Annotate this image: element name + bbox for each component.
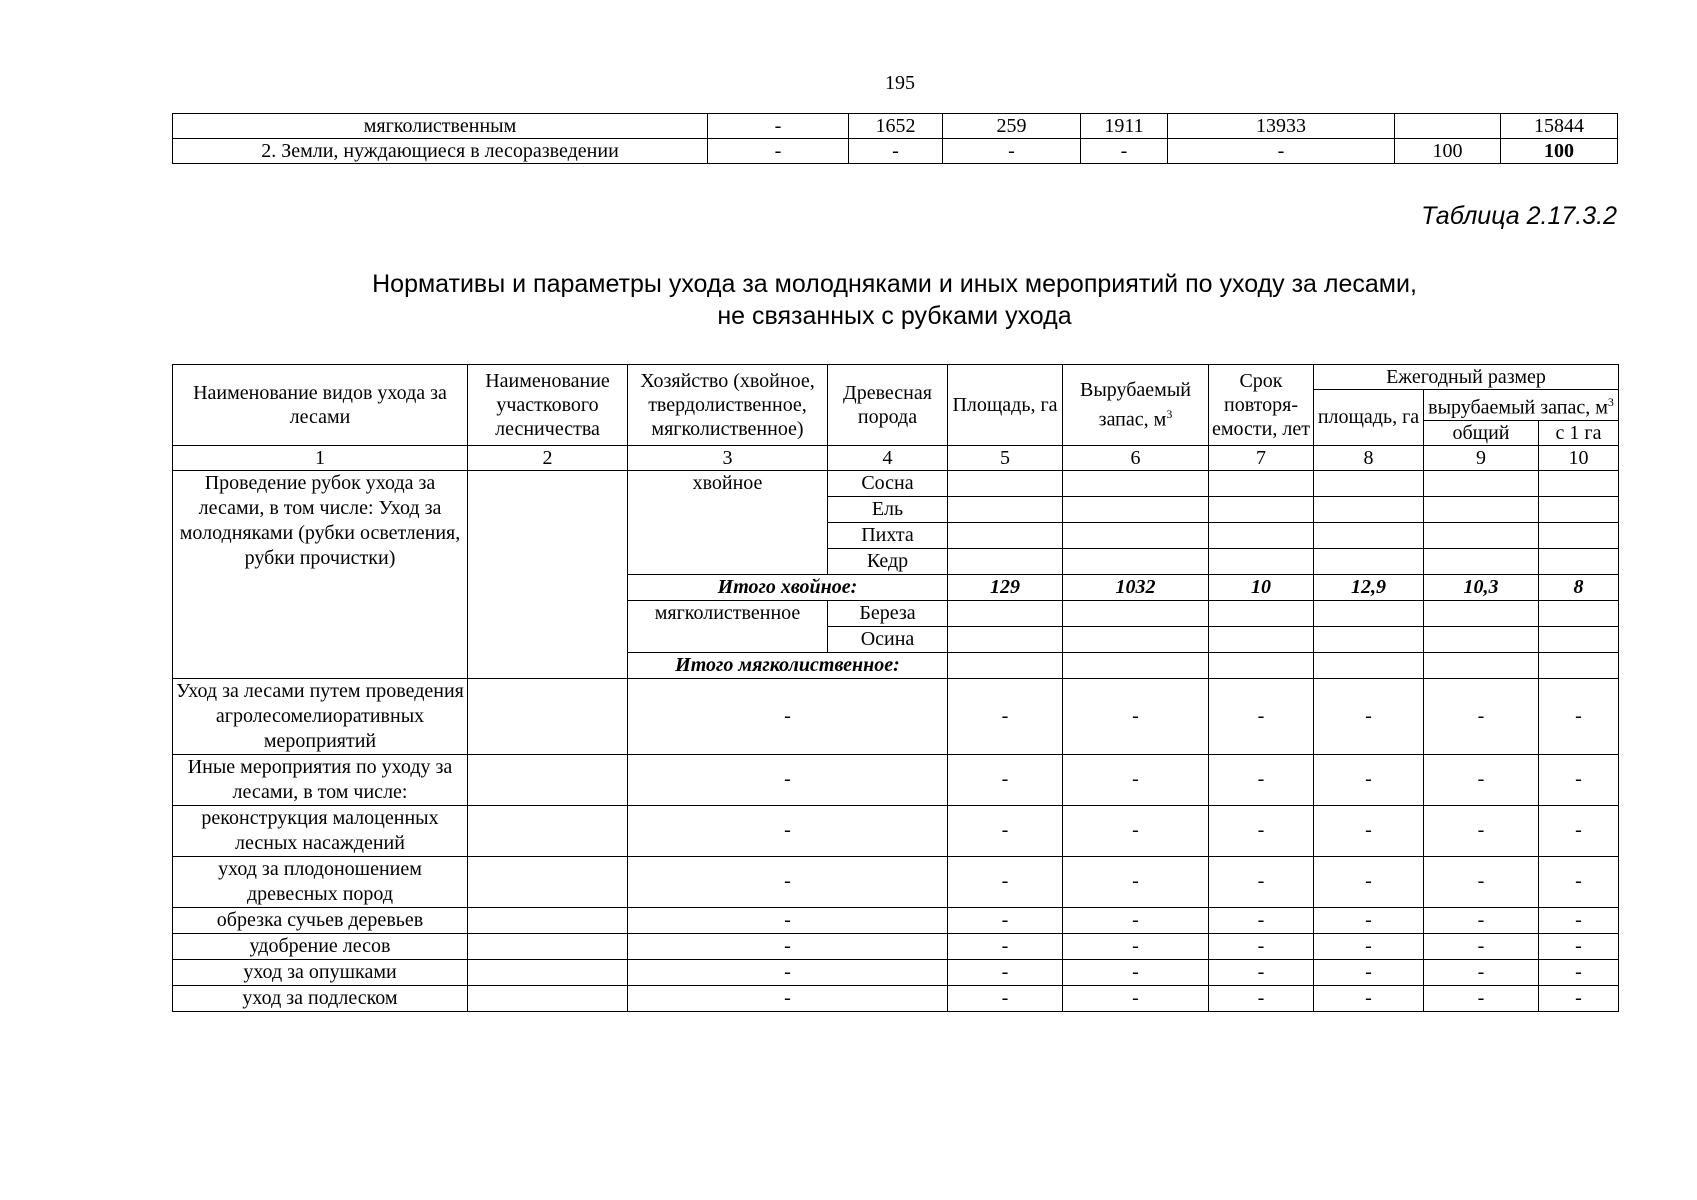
dash-cell: -: [1209, 985, 1314, 1011]
table-cell: [1539, 496, 1619, 522]
table-cell: -: [1168, 139, 1395, 164]
table-cell: [1209, 496, 1314, 522]
dash-cell: -: [1209, 856, 1314, 907]
table-cell: [1314, 600, 1424, 626]
table-row: [173, 959, 1619, 985]
title-line-1: Нормативы и параметры ухода за молодняками и иных мероприятий по уходу за лесами,: [372, 270, 1417, 298]
header-annual-area: площадь, га: [1314, 390, 1424, 446]
species-cell: Сосна: [828, 470, 948, 496]
table-cell: 100: [1395, 139, 1501, 164]
column-number: 8: [1314, 445, 1424, 470]
table-label: Таблица 2.17.3.2: [1421, 202, 1617, 230]
table-row: [173, 933, 1619, 959]
dash-cell: -: [1424, 754, 1539, 805]
species-cell: Береза: [828, 600, 948, 626]
table-cell: 13933: [1168, 114, 1395, 139]
species-cell: Осина: [828, 626, 948, 652]
dash-cell: -: [628, 907, 948, 933]
dash-cell: -: [628, 959, 948, 985]
dash-cell: -: [1063, 959, 1209, 985]
table-cell: [948, 652, 1063, 678]
header-annual-size: Ежегодный размер: [1314, 365, 1619, 390]
total-repeat-period: 10: [1209, 574, 1314, 600]
activity-name: обрезка сучьев деревьев: [173, 907, 468, 933]
table-cell: [1424, 626, 1539, 652]
header-area: Площадь, га: [948, 365, 1063, 446]
total-annual-area: 12,9: [1314, 574, 1424, 600]
header-forestry-unit: Наименование участкового лесничества: [468, 365, 628, 446]
table-cell: [1209, 522, 1314, 548]
table-cell: [1539, 626, 1619, 652]
table-cell: [1539, 522, 1619, 548]
header-activity-type: Наименование видов ухода за лесами: [173, 365, 468, 446]
table-cell: [1063, 652, 1209, 678]
table-cell: [948, 600, 1063, 626]
total-annual-volume: 10,3: [1424, 574, 1539, 600]
dash-cell: -: [1539, 985, 1619, 1011]
activity-name: уход за опушками: [173, 959, 468, 985]
dash-cell: -: [1424, 805, 1539, 856]
table-cell: [1063, 522, 1209, 548]
column-number: 7: [1209, 445, 1314, 470]
table-cell: -: [943, 139, 1081, 164]
table-cell: [948, 522, 1063, 548]
total-coniferous-label: Итого хвойное:: [628, 574, 948, 600]
column-number: 9: [1424, 445, 1539, 470]
table-cell: мягколиственным: [173, 114, 708, 139]
dash-cell: -: [1539, 856, 1619, 907]
dash-cell: -: [948, 856, 1063, 907]
header-cut-volume: Вырубаемый запас, $м^3$: [1063, 365, 1209, 446]
dash-cell: -: [1314, 754, 1424, 805]
table-cell: [1314, 496, 1424, 522]
dash-cell: -: [1314, 678, 1424, 754]
forestry-unit-cell: [468, 754, 628, 805]
table-cell: [1314, 548, 1424, 574]
column-number: 1: [173, 445, 468, 470]
dash-cell: -: [948, 678, 1063, 754]
dash-cell: -: [1063, 985, 1209, 1011]
dash-cell: -: [1314, 856, 1424, 907]
dash-cell: -: [948, 805, 1063, 856]
table-cell: [1539, 600, 1619, 626]
dash-cell: -: [1314, 907, 1424, 933]
table-cell: [948, 626, 1063, 652]
table-cell: [1314, 522, 1424, 548]
column-number-row: [173, 445, 1619, 470]
table-row: [173, 754, 1619, 805]
column-number: 5: [948, 445, 1063, 470]
activity-name: Уход за лесами путем проведения агролесомелиоративных мероприятий: [173, 678, 468, 754]
dash-cell: -: [1209, 678, 1314, 754]
table-cell: [1539, 548, 1619, 574]
table-cell: 259: [943, 114, 1081, 139]
table-cell: [1424, 470, 1539, 496]
table-cell: [1209, 470, 1314, 496]
continuation-table: [172, 113, 1618, 164]
species-cell: Пихта: [828, 522, 948, 548]
table-cell: [1539, 470, 1619, 496]
total-cut-volume: 1032: [1063, 574, 1209, 600]
table-row: [173, 985, 1619, 1011]
dash-cell: -: [1424, 678, 1539, 754]
forestry-unit-cell: [468, 985, 628, 1011]
table-row: [173, 805, 1619, 856]
header-total: общий: [1424, 420, 1539, 445]
forestry-unit-cell: [468, 856, 628, 907]
table-cell: [1314, 652, 1424, 678]
table-row: [173, 856, 1619, 907]
header-row: [173, 365, 1619, 390]
table-cell: [1395, 114, 1501, 139]
dash-cell: -: [1209, 907, 1314, 933]
dash-cell: -: [1209, 959, 1314, 985]
activity-thinning: Проведение рубок ухода за лесами, в том числе: Уход за молодняками (рубки осветления, рубки прочистки): [173, 470, 468, 678]
table-title: [172, 268, 1617, 332]
dash-cell: -: [1314, 985, 1424, 1011]
table-cell: [1314, 626, 1424, 652]
column-number: 2: [468, 445, 628, 470]
activity-name: уход за подлеском: [173, 985, 468, 1011]
table-cell: [1063, 548, 1209, 574]
dash-cell: -: [1063, 678, 1209, 754]
table-cell: 1652: [849, 114, 943, 139]
table-cell: [948, 470, 1063, 496]
table-row: [173, 114, 1618, 139]
forestry-unit-cell: [468, 678, 628, 754]
dash-cell: -: [1314, 933, 1424, 959]
table-row: [173, 139, 1618, 164]
activity-name: удобрение лесов: [173, 933, 468, 959]
dash-cell: -: [1063, 856, 1209, 907]
total-softwood-label: Итого мягколиственное:: [628, 652, 948, 678]
table-cell-total: 100: [1501, 139, 1618, 164]
table-cell: [1063, 600, 1209, 626]
dash-cell: -: [948, 907, 1063, 933]
dash-cell: -: [1424, 959, 1539, 985]
forestry-unit-cell: [468, 907, 628, 933]
dash-cell: -: [1209, 933, 1314, 959]
table-cell: [1063, 496, 1209, 522]
table-cell: [1539, 652, 1619, 678]
table-cell: [1314, 470, 1424, 496]
column-number: 6: [1063, 445, 1209, 470]
table-cell: [1209, 652, 1314, 678]
dash-cell: -: [628, 678, 948, 754]
table-cell: -: [708, 114, 849, 139]
forestry-unit-cell: [468, 959, 628, 985]
dash-cell: -: [1539, 754, 1619, 805]
dash-cell: -: [1314, 959, 1424, 985]
dash-cell: -: [1063, 805, 1209, 856]
dash-cell: -: [1424, 856, 1539, 907]
dash-cell: -: [1063, 907, 1209, 933]
column-number: 10: [1539, 445, 1619, 470]
activity-name: Иные мероприятия по уходу за лесами, в том числе:: [173, 754, 468, 805]
table-cell: [1209, 626, 1314, 652]
table-cell: [1424, 652, 1539, 678]
dash-cell: -: [948, 985, 1063, 1011]
header-annual-cut-volume: вырубаемый запас, $м^3$: [1424, 390, 1619, 421]
table-cell: 15844: [1501, 114, 1618, 139]
dash-cell: -: [1539, 933, 1619, 959]
table-row: [173, 678, 1619, 754]
dash-cell: -: [628, 805, 948, 856]
total-volume-per-ha: 8: [1539, 574, 1619, 600]
table-cell: -: [708, 139, 849, 164]
column-number: 4: [828, 445, 948, 470]
dash-cell: -: [1063, 933, 1209, 959]
table-cell: [1063, 470, 1209, 496]
species-cell: Кедр: [828, 548, 948, 574]
table-cell: 1911: [1081, 114, 1168, 139]
dash-cell: -: [628, 985, 948, 1011]
dash-cell: -: [1424, 907, 1539, 933]
table-cell: -: [1081, 139, 1168, 164]
economy-softwood: мягколиственное: [628, 600, 828, 652]
dash-cell: -: [628, 856, 948, 907]
dash-cell: -: [628, 933, 948, 959]
care-standards-table: [172, 364, 1619, 1012]
table-cell: [948, 496, 1063, 522]
dash-cell: -: [1424, 985, 1539, 1011]
dash-cell: -: [948, 933, 1063, 959]
dash-cell: -: [1539, 805, 1619, 856]
column-number: 3: [628, 445, 828, 470]
table-cell: [1209, 548, 1314, 574]
table-cell: [1424, 600, 1539, 626]
header-economy-type: Хозяйство (хвойное, твердолиственное, мягколиственное): [628, 365, 828, 446]
dash-cell: -: [628, 754, 948, 805]
dash-cell: -: [1209, 805, 1314, 856]
table-cell: -: [849, 139, 943, 164]
header-tree-species: Древесная порода: [828, 365, 948, 446]
activity-name: уход за плодоношением древесных пород: [173, 856, 468, 907]
dash-cell: -: [948, 959, 1063, 985]
page-number: 195: [885, 72, 915, 94]
dash-cell: -: [1539, 907, 1619, 933]
forestry-unit-cell: [468, 470, 628, 678]
table-cell: [1063, 626, 1209, 652]
activity-name: реконструкция малоценных лесных насаждений: [173, 805, 468, 856]
header-repeat-period: Срок повторя-емости, лет: [1209, 365, 1314, 446]
header-per-ha: с 1 га: [1539, 420, 1619, 445]
table-cell: [1209, 600, 1314, 626]
table-cell: 2. Земли, нуждающиеся в лесоразведении: [173, 139, 708, 164]
forestry-unit-cell: [468, 805, 628, 856]
forestry-unit-cell: [468, 933, 628, 959]
table-cell: [1424, 496, 1539, 522]
dash-cell: -: [1063, 754, 1209, 805]
title-line-2: не связанных с рубками ухода: [717, 302, 1072, 330]
table-cell: [1424, 522, 1539, 548]
dash-cell: -: [1209, 754, 1314, 805]
species-cell: Ель: [828, 496, 948, 522]
dash-cell: -: [948, 754, 1063, 805]
economy-coniferous: хвойное: [628, 470, 828, 574]
table-cell: [1424, 548, 1539, 574]
dash-cell: -: [1539, 678, 1619, 754]
dash-cell: -: [1314, 805, 1424, 856]
table-row: [173, 470, 1619, 496]
table-row: [173, 907, 1619, 933]
dash-cell: -: [1424, 933, 1539, 959]
total-area: 129: [948, 574, 1063, 600]
table-cell: [948, 548, 1063, 574]
dash-cell: -: [1539, 959, 1619, 985]
